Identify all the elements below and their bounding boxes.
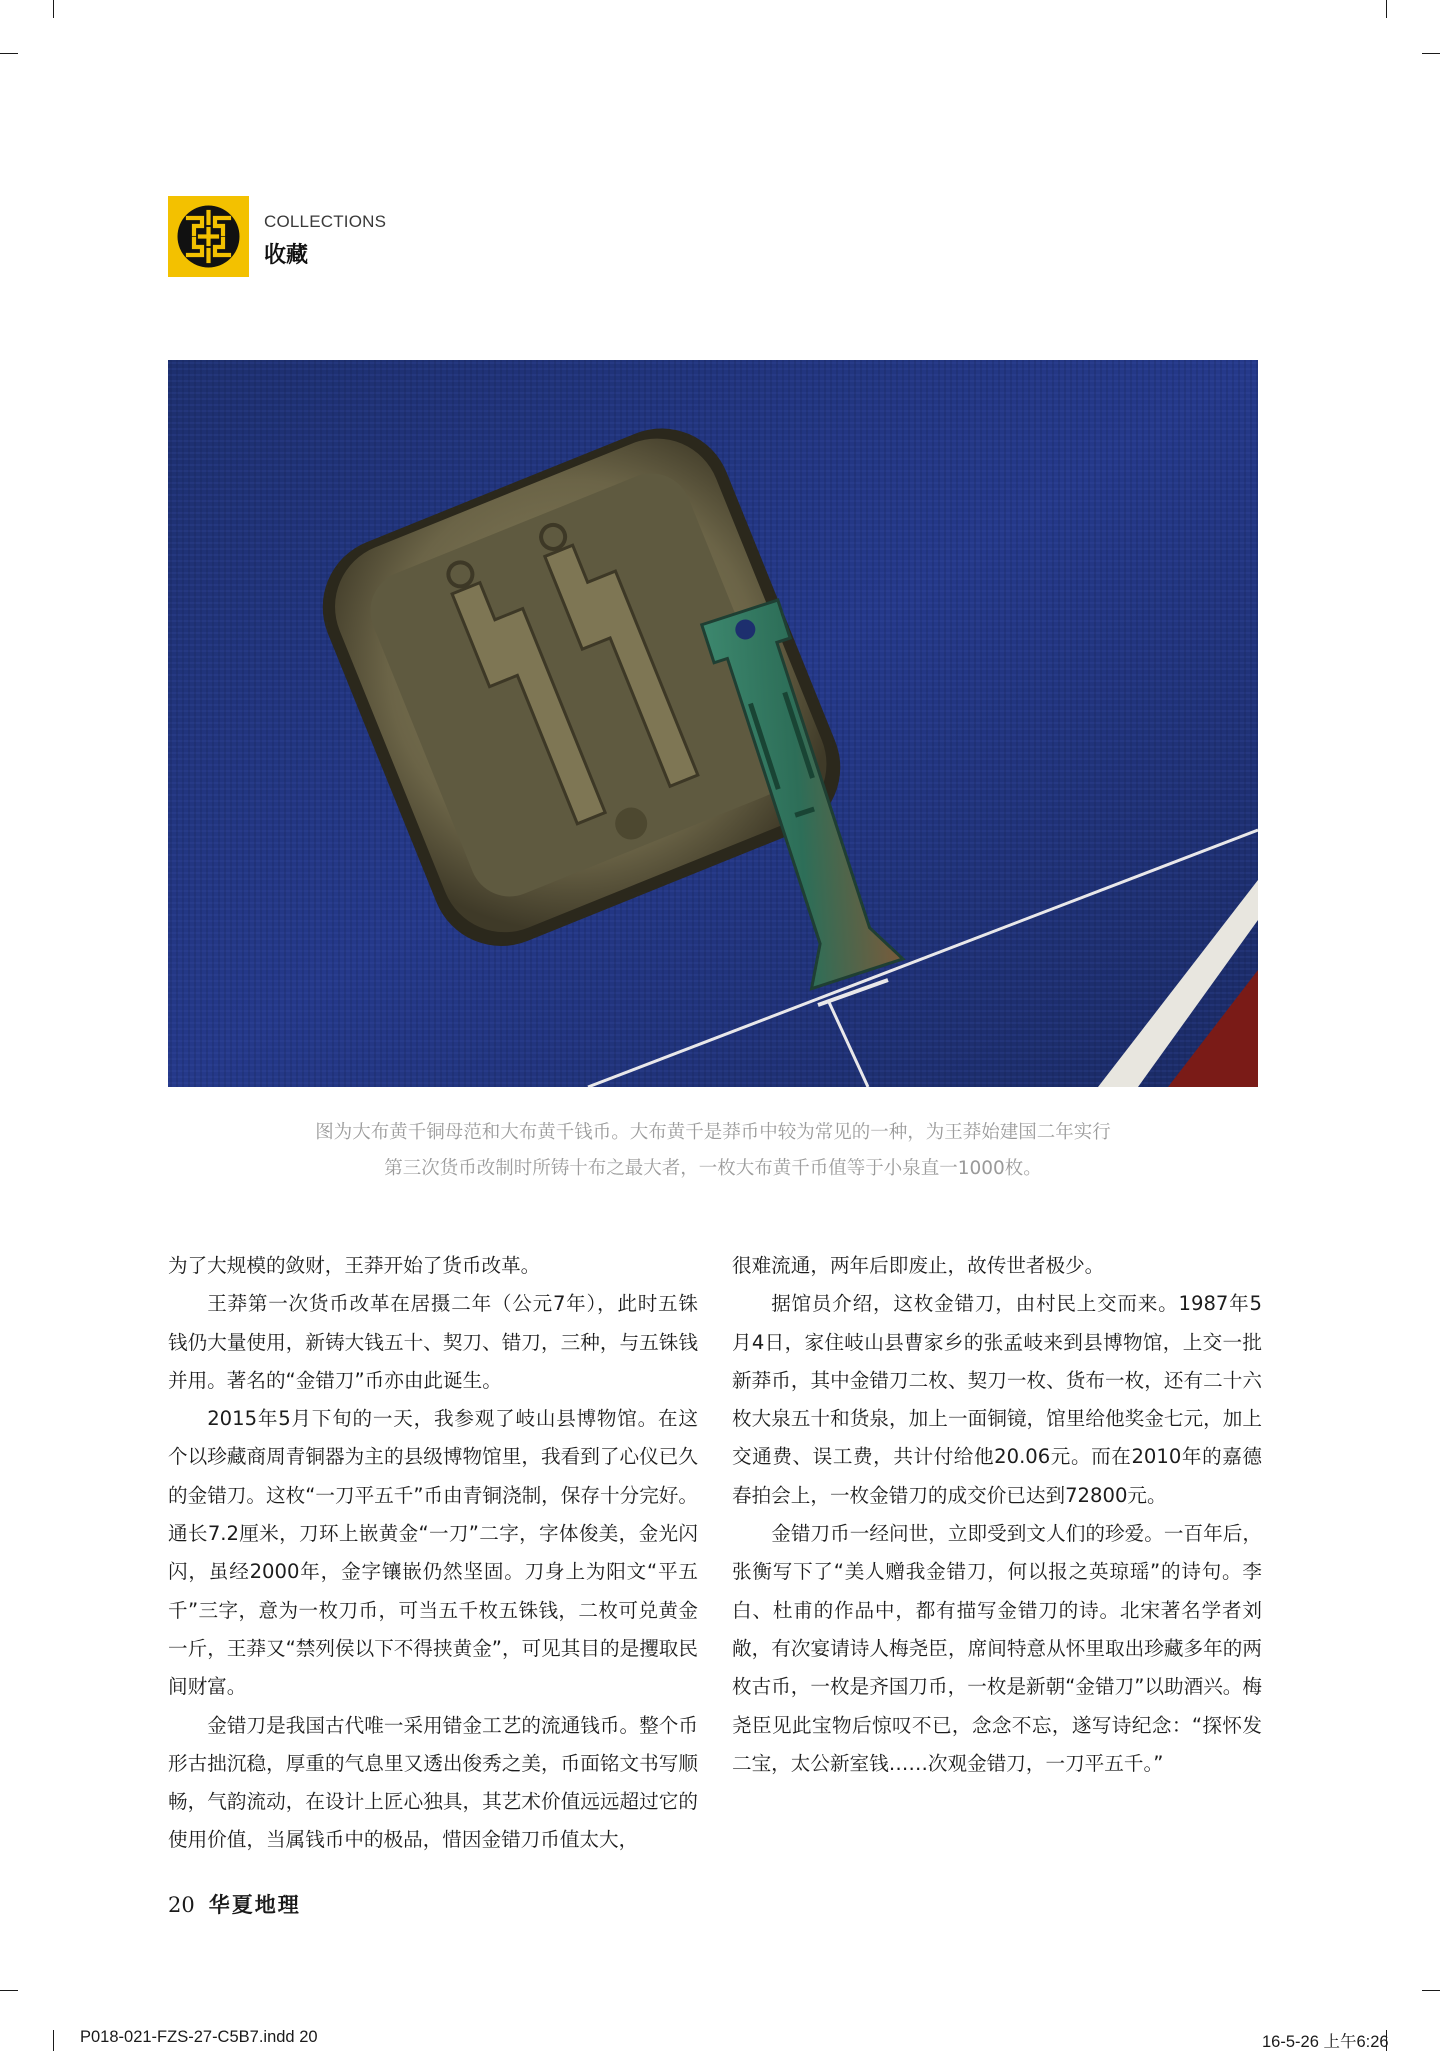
crop-mark (1422, 1990, 1440, 1991)
section-logo (168, 196, 249, 277)
crop-mark (0, 1990, 18, 1991)
bronze-coin-mould-photo (168, 360, 1258, 1087)
article-paragraph: 金错刀币一经问世，立即受到文人们的珍爱。一百年后，张衡写下了“美人赠我金错刀，何以报之英琼瑶”的诗句。李白、杜甫的作品中，都有描写金错刀的诗。北宋著名学者刘敞，有次宴请诗人梅尧臣，席间特意从怀里取出珍藏多年的两枚古币，一枚是齐国刀币，一枚是新朝“金错刀”以助酒兴。梅尧臣见此宝物后惊叹不已，念念不忘，遂写诗纪念：“探怀发二宝，太公新室钱……次观金错刀，一刀平五千。” (732, 1522, 1262, 1775)
article-paragraph: 为了大规模的敛财，王莽开始了货币改革。 (168, 1254, 541, 1277)
crop-mark (0, 53, 18, 54)
print-slug-file: P018-021-FZS-27-C5B7.indd 20 (80, 2028, 318, 2046)
caption-line: 图为大布黄千铜母范和大布黄千钱币。大布黄千是莽币中较为常见的一种，为王莽始建国二年实行 (315, 1122, 1111, 1143)
print-slug-date: 16-5-26 上午6:26 (1262, 2033, 1389, 2051)
section-label-cn: 收藏 (264, 243, 309, 268)
page-number: 20 (168, 1893, 195, 1917)
article-paragraph: 王莽第一次货币改革在居摄二年（公元7年），此时五铢钱仍大量使用，新铸大钱五十、契刀、错刀，三种，与五铢钱并用。著名的“金错刀”币亦由此诞生。 (168, 1292, 698, 1392)
section-label-en: COLLECTIONS (264, 212, 387, 231)
article-paragraph: 金错刀是我国古代唯一采用错金工艺的流通钱币。整个币形古拙沉稳，厚重的气息里又透出俊秀之美，币面铭文书写顺畅，气韵流动，在设计上匠心独具，其艺术价值远远超过它的使用价值，当属钱币中的极品，惜因金错刀币值太大， (168, 1713, 698, 1852)
article-paragraph: 很难流通，两年后即废止，故传世者极少。 (732, 1254, 1105, 1277)
photo-caption (168, 1115, 1258, 1187)
article-paragraph: 据馆员介绍，这枚金错刀，由村民上交而来。1987年5月4日，家住岐山县曹家乡的张孟岐来到县博物馆，上交一批新莽币，其中金错刀二枚、契刀一枚、货布一枚，还有二十六枚大泉五十和货泉，加上一面铜镜，馆里给他奖金七元，加上交通费、误工费，共计付给他20.06元。而在2010年的嘉德春拍会上，一枚金错刀的成交价已达到72800元。 (732, 1292, 1262, 1507)
magazine-name: 华夏地理 (208, 1892, 301, 1917)
caption-line: 第三次货币改制时所铸十布之最大者，一枚大布黄千币值等于小泉直一1000枚。 (384, 1158, 1042, 1179)
page-folio (168, 1889, 301, 1919)
crop-mark (1386, 0, 1387, 18)
crop-mark (53, 2030, 54, 2051)
article-column-right (732, 1247, 1262, 1783)
crop-mark (1422, 53, 1440, 54)
chinese-lattice-emblem-icon (168, 196, 249, 277)
article-column-left (168, 1247, 698, 1860)
feature-photo (168, 360, 1258, 1087)
crop-mark (53, 0, 54, 18)
article-paragraph: 2015年5月下旬的一天，我参观了岐山县博物馆。在这个以珍藏商周青铜器为主的县级博物馆里，我看到了心仪已久的金错刀。这枚“一刀平五千”币由青铜浇制，保存十分完好。通长7.2厘米，刀环上嵌黄金“一刀”二字，字体俊美，金光闪闪，虽经2000年，金字镶嵌仍然坚固。刀身上为阳文“平五千”三字，意为一枚刀币，可当五千枚五铢钱，二枚可兑黄金一斤，王莽又“禁列侯以下不得挟黄金”，可见其目的是攫取民间财富。 (168, 1407, 698, 1699)
